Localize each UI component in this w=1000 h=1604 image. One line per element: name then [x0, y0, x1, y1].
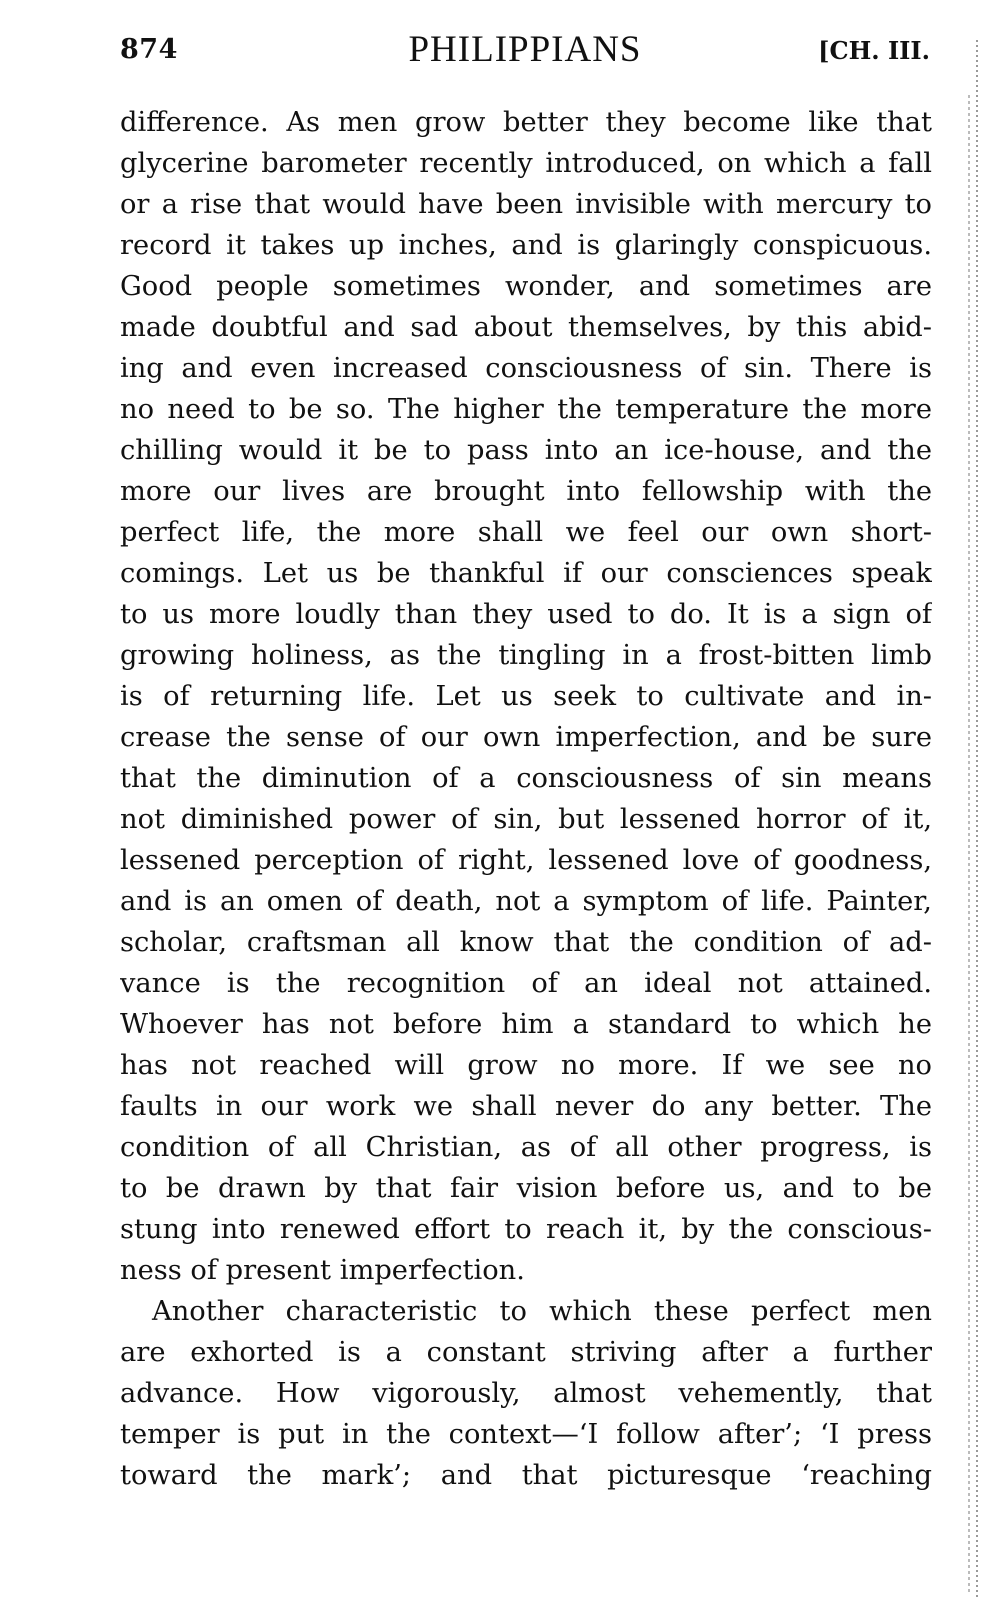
binding-edge-rule — [976, 40, 978, 1600]
text-line: or a rise that would have been invisible with mercury to — [120, 189, 932, 220]
text-line: not diminished power of sin, but lessened horror of it, — [120, 804, 932, 835]
text-line: to us more loudly than they used to do. It is a sign of — [120, 599, 932, 630]
running-head — [120, 28, 930, 78]
body-text — [120, 102, 932, 1496]
text-line: stung into renewed effort to reach it, by the conscious- — [120, 1214, 932, 1245]
text-line: are exhorted is a constant striving after a further — [120, 1337, 932, 1368]
binding-edge-rule — [968, 95, 970, 1595]
text-line: has not reached will grow no more. If we see no — [120, 1050, 932, 1081]
text-line: chilling would it be to pass into an ice-house, and the — [120, 435, 932, 466]
text-line: to be drawn by that fair vision before us, and to be — [120, 1173, 932, 1204]
text-line: Whoever has not before him a standard to which he — [120, 1009, 932, 1040]
text-line: that the diminution of a consciousness of sin means — [120, 763, 932, 794]
text-line: temper is put in the context—‘I follow after’; ‘I press — [120, 1419, 932, 1450]
paragraph-2 — [120, 1291, 932, 1496]
text-line: ness of present imperfection. — [120, 1255, 525, 1286]
text-line: lessened perception of right, lessened love of goodness, — [120, 845, 932, 876]
text-line: condition of all Christian, as of all other progress, is — [120, 1132, 932, 1163]
text-line: glycerine barometer recently introduced, on which a fall — [120, 148, 932, 179]
text-line: growing holiness, as the tingling in a frost-bitten limb — [120, 640, 932, 671]
text-line: difference. As men grow better they become like that — [120, 107, 932, 138]
text-line: made doubtful and sad about themselves, by this abid- — [120, 312, 932, 343]
running-title: PHILIPPIANS — [408, 29, 642, 70]
text-line: Good people sometimes wonder, and sometimes are — [120, 271, 932, 302]
text-line: crease the sense of our own imperfection, and be sure — [120, 722, 932, 753]
text-line: and is an omen of death, not a symptom of life. Painter, — [120, 886, 932, 917]
text-line: scholar, craftsman all know that the condition of ad- — [120, 927, 932, 958]
text-line: more our lives are brought into fellowship with the — [120, 476, 932, 507]
paragraph-1 — [120, 102, 932, 1291]
chapter-reference: [CH. III. — [818, 36, 930, 65]
text-line: faults in our work we shall never do any better. The — [120, 1091, 932, 1122]
text-line: record it takes up inches, and is glaringly conspicuous. — [120, 230, 932, 261]
text-line: is of returning life. Let us seek to cultivate and in- — [120, 681, 932, 712]
text-line: ing and even increased consciousness of sin. There is — [120, 353, 932, 384]
text-line: no need to be so. The higher the temperature the more — [120, 394, 932, 425]
text-line: advance. How vigorously, almost vehemently, that — [120, 1378, 932, 1409]
text-line: comings. Let us be thankful if our consciences speak — [120, 558, 932, 589]
text-line: vance is the recognition of an ideal not attained. — [120, 968, 932, 999]
text-line: perfect life, the more shall we feel our own short- — [120, 517, 932, 548]
page-number: 874 — [120, 34, 178, 65]
text-line: Another characteristic to which these perfect men — [152, 1296, 932, 1327]
text-line: toward the mark’; and that picturesque ‘reaching — [120, 1460, 932, 1491]
